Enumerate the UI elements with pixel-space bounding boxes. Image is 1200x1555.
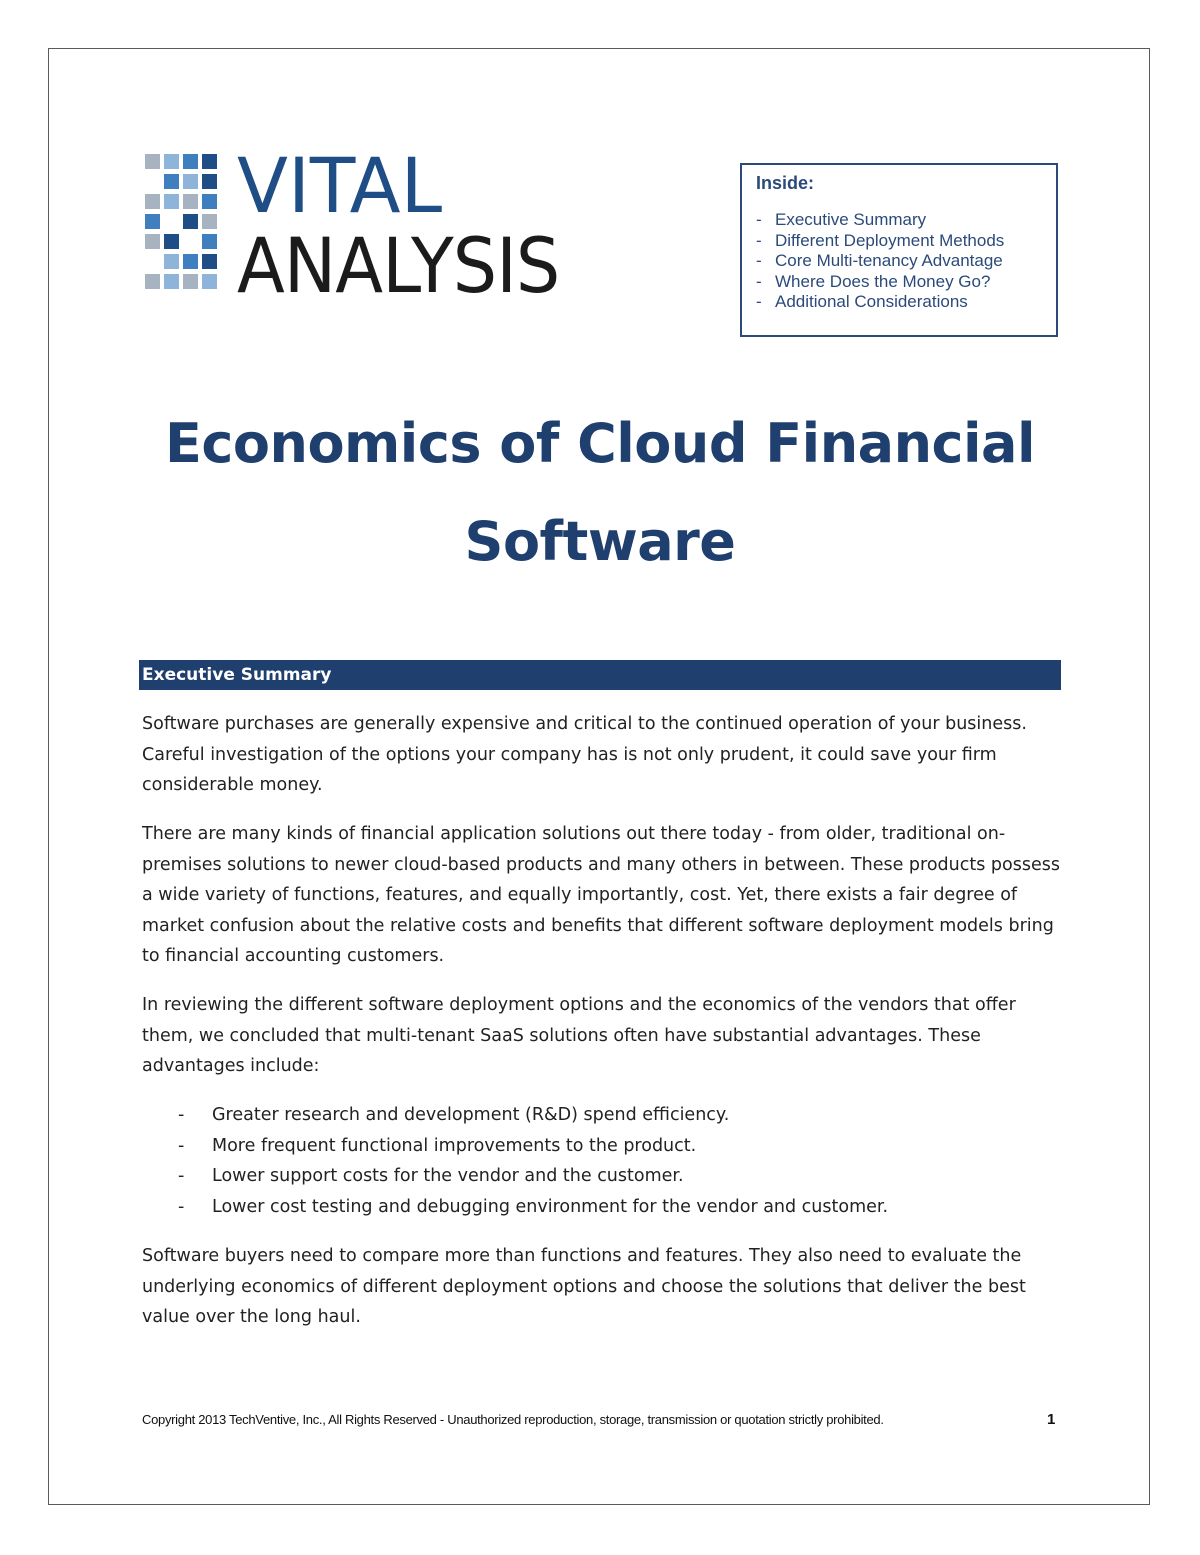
logo-square bbox=[202, 254, 217, 269]
advantage-text: Lower support costs for the vendor and the customer. bbox=[212, 1166, 684, 1186]
inside-item-label: Different Deployment Methods bbox=[775, 230, 1005, 250]
inside-item bbox=[756, 292, 1042, 313]
dash: - bbox=[756, 210, 762, 229]
page-number: 1 bbox=[1047, 1411, 1056, 1428]
inside-item-label: Executive Summary bbox=[775, 210, 927, 229]
logo-square bbox=[164, 194, 179, 209]
list-item bbox=[142, 1100, 1062, 1131]
title-line-1: Economics of Cloud Financial bbox=[165, 412, 1035, 475]
logo-square bbox=[145, 234, 160, 249]
logo-square bbox=[164, 254, 179, 269]
logo-square bbox=[202, 174, 217, 189]
logo-square bbox=[183, 254, 198, 269]
title-line-2: Software bbox=[464, 510, 736, 573]
logo-word-vital: VITAL bbox=[237, 141, 443, 230]
footer-copyright: Copyright 2013 TechVentive, Inc., All Rights Reserved - Unauthorized reproduction, storage, transmission or quotation strictly prohibited. bbox=[142, 1412, 884, 1427]
paragraph-3: In reviewing the different software deployment options and the economics of the vendors that offer them, we concluded that multi-tenant SaaS solutions often have substantial advantages. These advantages include: bbox=[142, 995, 1016, 1076]
advantage-text: More frequent functional improvements to the product. bbox=[212, 1135, 697, 1156]
logo-square bbox=[183, 174, 198, 189]
logo-square bbox=[145, 194, 160, 209]
inside-contents-box bbox=[740, 163, 1058, 337]
dash: - bbox=[756, 271, 762, 291]
inside-item-label: Where Does the Money Go? bbox=[775, 271, 991, 291]
logo-square bbox=[145, 214, 160, 229]
section-heading-executive-summary: Executive Summary bbox=[139, 660, 1061, 690]
inside-list bbox=[756, 210, 1042, 313]
dash: - bbox=[756, 230, 762, 250]
inside-title: Inside: bbox=[756, 173, 815, 193]
dash: - bbox=[756, 251, 762, 270]
paragraph-4: Software buyers need to compare more than functions and features. They also need to evaluate the underlying economics of different deployment options and choose the solutions that deliver the best value over the long haul. bbox=[142, 1246, 1026, 1327]
logo-square bbox=[183, 274, 198, 289]
logo-square bbox=[164, 234, 179, 249]
logo-square bbox=[202, 194, 217, 209]
dash: - bbox=[178, 1166, 185, 1186]
logo-square bbox=[145, 154, 160, 169]
logo-square bbox=[202, 234, 217, 249]
logo-square bbox=[164, 174, 179, 189]
document-title bbox=[120, 395, 1080, 591]
logo-grid-icon bbox=[145, 154, 225, 299]
list-item bbox=[142, 1161, 1062, 1192]
advantages-list bbox=[142, 1100, 1062, 1222]
inside-item-label: Core Multi-tenancy Advantage bbox=[775, 251, 1003, 270]
logo-square bbox=[183, 154, 198, 169]
list-item bbox=[142, 1131, 1062, 1162]
logo-square bbox=[145, 274, 160, 289]
logo-square bbox=[183, 214, 198, 229]
advantage-text: Greater research and development (R&D) spend efficiency. bbox=[212, 1105, 730, 1125]
logo-square bbox=[183, 194, 198, 209]
inside-item bbox=[756, 210, 1042, 231]
inside-item bbox=[756, 231, 1042, 252]
dash: - bbox=[178, 1105, 185, 1125]
advantage-text: Lower cost testing and debugging environment for the vendor and customer. bbox=[212, 1196, 889, 1217]
logo-square bbox=[202, 214, 217, 229]
list-item bbox=[142, 1192, 1062, 1223]
logo-square bbox=[202, 154, 217, 169]
inside-item-label: Additional Considerations bbox=[775, 292, 968, 311]
inside-item bbox=[756, 251, 1042, 272]
paragraph-2: There are many kinds of financial application solutions out there today - from older, traditional on-premises solutions to newer cloud-based products and many others in between. These products possess a wide variety of functions, features, and equally importantly, cost. Yet, there exists a fair degree of market confusion about the relative costs and benefits that different software deployment models bring to financial accounting customers. bbox=[142, 824, 1060, 966]
logo-square bbox=[202, 274, 217, 289]
vital-analysis-logo bbox=[145, 141, 620, 313]
dash: - bbox=[756, 292, 762, 311]
logo-word-analysis: ANALYSIS bbox=[237, 221, 560, 310]
dash: - bbox=[178, 1135, 185, 1156]
paragraph-1: Software purchases are generally expensive and critical to the continued operation of your business. Careful investigation of the options your company has is not only prudent, it could save your firm considerable money. bbox=[142, 714, 1027, 795]
inside-item bbox=[756, 272, 1042, 293]
dash: - bbox=[178, 1196, 185, 1217]
logo-square bbox=[164, 154, 179, 169]
logo-square bbox=[164, 274, 179, 289]
